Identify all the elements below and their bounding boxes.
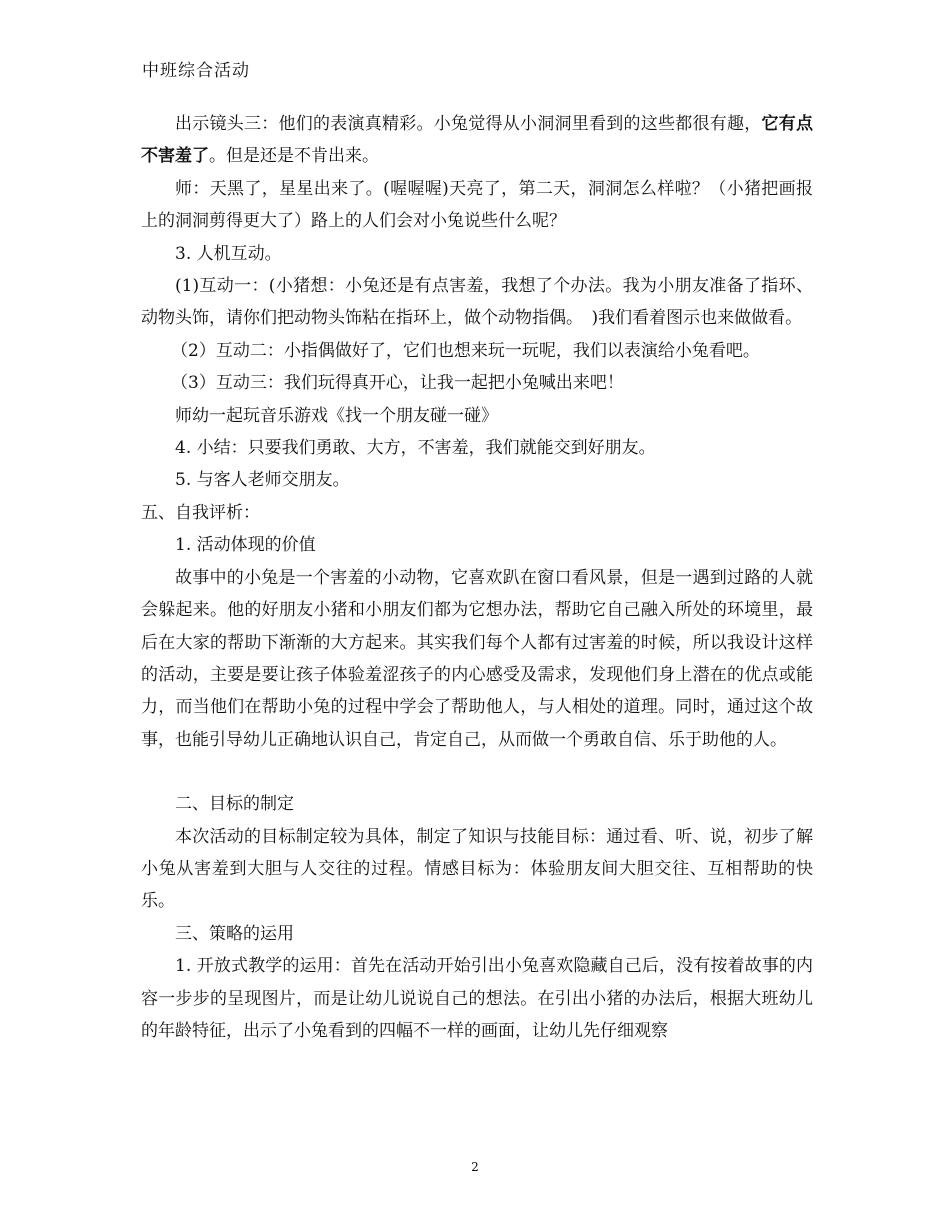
paragraph-interaction-2: （2）互动二：小指偶做好了，它们也想来玩一玩呢，我们以表演给小兔看吧。 [171,340,760,361]
paragraph-open-teaching: 1. 开放式教学的运用：首先在活动开始引出小兔喜欢隐藏自己后，没有按着故事的内容一步步的呈现图片，而是让幼儿说说自己的想法。在引出小猪的办法后，根据大班幼儿的年龄特征，出示了小兔看到的四幅不一样的画面，让幼儿先仔细观察 [141,956,813,1041]
paragraph-scene-three [141,108,813,173]
paragraph-step-3: 3. 人机互动。 [175,243,282,264]
section-heading-self-evaluation: 五、自我评析： [141,502,260,523]
paragraph-story-analysis: 故事中的小兔是一个害羞的小动物，它喜欢趴在窗口看风景，但是一遇到过路的人就会躲起来。他的好朋友小猪和小朋友们都为它想办法，帮助它自己融入所处的环境里，最后在大家的帮助下渐渐的大方起来。其实我们每个人都有过害羞的时候，所以我设计这样的活动，主要是要让孩子体验羞涩孩子的内心感受及需求，发现他们身上潜在的优点或能力，而当他们在帮助小兔的过程中学会了帮助他人，与人相处的道理。同时，通过这个故事，也能引导幼儿正确地认识自己，肯定自己，从而做一个勇敢自信、乐于助他的人。 [141,567,813,750]
subheading-activity-value: 1. 活动体现的价值 [175,535,316,556]
document-header: 中班综合活动 [142,61,250,81]
paragraph-teacher-dialogue: 师：天黑了，星星出来了。(喔喔喔)天亮了，第二天，洞洞怎么样啦？（小猪把画报上的洞洞剪得更大了）路上的人们会对小兔说些什么呢？ [141,178,813,232]
paragraph-music-game: 师幼一起玩音乐游戏《找一个朋友碰一碰》 [175,405,498,426]
blank-line [141,756,813,788]
bold-phrase: 它有点不害羞了 [141,114,813,167]
page-number: 2 [471,1160,479,1174]
paragraph-text: 出示镜头三：他们的表演真精彩。小兔觉得从小洞洞里看到的这些都很有趣， [175,114,762,134]
section-heading-goals: 二、目标的制定 [175,794,294,815]
section-heading-strategy: 三、策略的运用 [175,923,294,944]
paragraph-interaction-3: （3）互动三：我们玩得真开心，让我一起把小兔喊出来吧！ [171,373,624,394]
paragraph-step-5: 5. 与客人老师交朋友。 [175,470,350,491]
paragraph-text: 。但是还是不肯出来。 [209,146,379,167]
paragraph-interaction-1: (1)互动一：(小猪想：小兔还是有点害羞，我想了个办法。我为小朋友准备了指环、动物头饰，请你们把动物头饰粘在指环上，做个动物指偶。 )我们看着图示也来做做看。 [141,276,813,329]
document-body [141,108,813,1047]
paragraph-summary: 4. 小结：只要我们勇敢、大方，不害羞，我们就能交到好朋友。 [175,438,656,459]
paragraph-goals: 本次活动的目标制定较为具体，制定了知识与技能目标：通过看、听、说，初步了解小兔从害羞到大胆与人交往的过程。情感目标为：体验朋友间大胆交往、互相帮助的快乐。 [141,826,813,912]
